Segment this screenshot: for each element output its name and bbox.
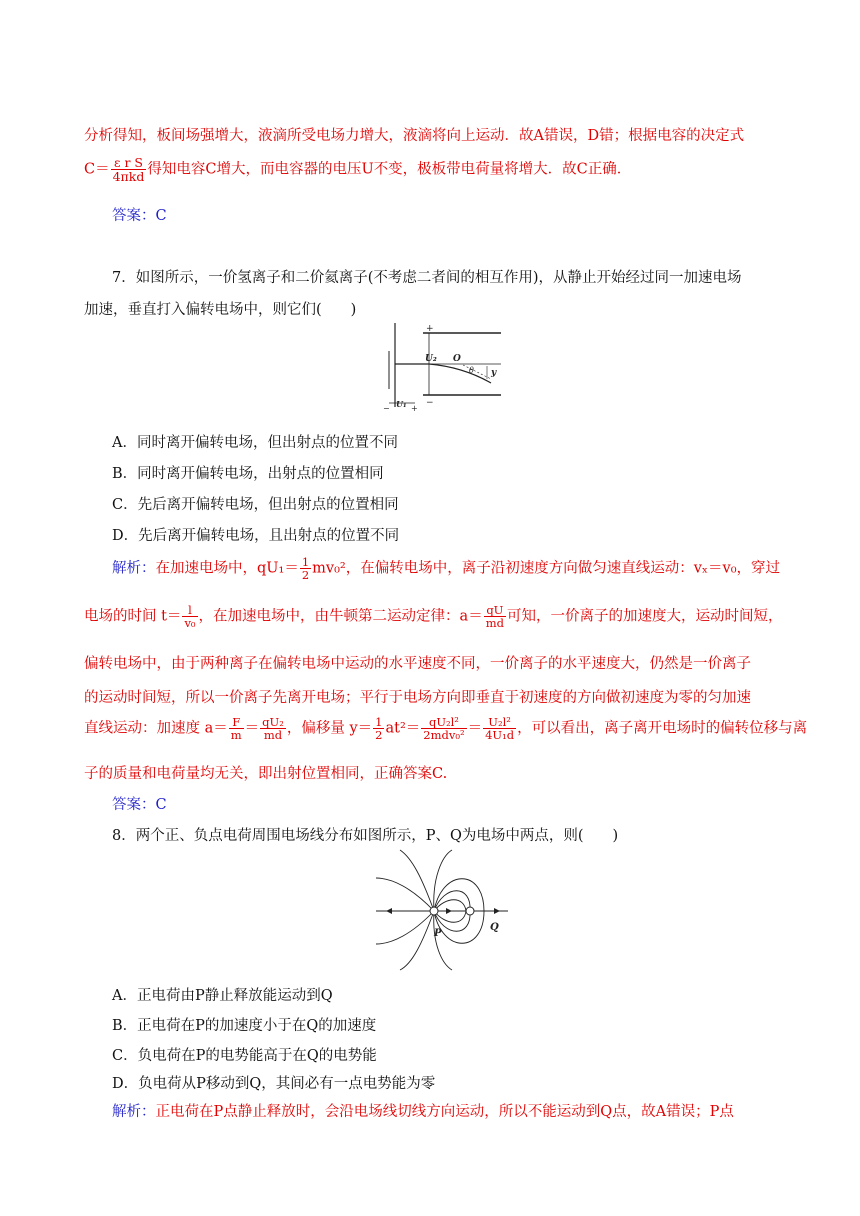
fraction: [300, 556, 311, 581]
solution-text: 电场的时间 t＝: [84, 608, 182, 625]
option-c: C．负电荷在P的电势能高于在Q的电势能: [112, 1048, 377, 1064]
fraction-numerator: 1: [301, 555, 310, 569]
fraction-numerator: qU₂l²: [428, 715, 459, 729]
fraction-denominator: md: [260, 728, 286, 741]
fraction: [229, 716, 244, 741]
fraction-denominator: 2: [375, 728, 383, 743]
solution-line-1: [112, 556, 780, 581]
solution-text: 可知，一价离子的加速度大，运动时间短，: [506, 608, 783, 625]
question-stem: 8．两个正、负点电荷周围电场线分布如图所示，P、Q为电场中两点，则( ): [112, 828, 619, 844]
fraction-numerator: F: [232, 715, 241, 729]
fraction: [483, 716, 516, 741]
solution-text: mv₀²，在偏转电场中，离子沿初速度方向做匀速直线运动：vₓ＝v₀，穿过: [312, 560, 781, 577]
solution-text: at²＝: [385, 720, 421, 737]
solution-line-2: [84, 604, 782, 629]
option-c: C．先后离开偏转电场，但出射点的位置相同: [112, 497, 399, 513]
capacitance-formula-line: [84, 156, 631, 183]
fraction-denominator: 2mdv₀²: [423, 728, 465, 743]
solution-label: 解析：: [112, 560, 156, 577]
u2-label: U₂: [425, 354, 437, 364]
u1-label: U₁: [396, 399, 407, 409]
solution-label: 解析：: [112, 1104, 156, 1120]
fraction-denominator: v₀: [184, 616, 196, 631]
fraction-denominator: 2: [301, 568, 310, 583]
fraction: [260, 716, 286, 741]
solution-line: [112, 1100, 734, 1121]
fraction-denominator: m: [230, 728, 242, 743]
solution-text: 直线运动：加速度 a＝: [84, 720, 228, 737]
option-b: B．同时离开偏转电场，出射点的位置相同: [112, 466, 384, 482]
capacitance-fraction: [111, 156, 147, 183]
left-minus-sign: −: [383, 404, 390, 413]
fraction-numerator: 1: [375, 715, 383, 729]
theta-label: θ: [469, 366, 474, 375]
fraction: [421, 716, 466, 741]
option-a: A．同时离开偏转电场，但出射点的位置不同: [112, 435, 398, 451]
question-stem-line: 7．如图所示，一价氢离子和二价氦离子(不考虑二者间的相互作用)，从静止开始经过同一加速电场: [112, 270, 742, 286]
solution-line-3: 偏转电场中，由于两种离子在偏转电场中运动的水平速度不同，一价离子的水平速度大，仍然是一价离子: [84, 656, 751, 672]
plus-sign: +: [426, 324, 434, 334]
formula-lhs: C＝: [84, 161, 110, 178]
option-b: B．正电荷在P的加速度小于在Q的加速度: [112, 1018, 377, 1034]
p-label: P: [434, 928, 442, 939]
solution-line-4: 的运动时间短，所以一价离子先离开电场；平行于电场方向即垂直于初速度的方向做初速度为零的匀加速: [84, 690, 751, 706]
fraction-numerator: ε r S: [114, 155, 143, 170]
fraction-denominator: 4πkd: [112, 169, 145, 185]
answer-label: 答案：C: [112, 797, 167, 813]
fraction-numerator: l: [188, 603, 192, 617]
option-d: D．先后离开偏转电场，且出射点的位置不同: [112, 528, 400, 544]
minus-sign: −: [426, 398, 434, 408]
fraction-denominator: md: [485, 616, 504, 631]
fraction-numerator: qU: [486, 603, 504, 617]
fraction-numerator: qU₂: [262, 715, 284, 729]
fraction: [182, 604, 197, 629]
option-a: A．正电荷由P静止释放能运动到Q: [112, 988, 333, 1004]
electric-field-lines-figure: [372, 848, 512, 972]
q-label: Q: [490, 922, 499, 933]
o-label: O: [453, 354, 461, 364]
question-stem-line: 加速，垂直打入偏转电场中，则它们( ): [84, 302, 357, 318]
solution-text: ，在加速电场中，由牛顿第二运动定律：a＝: [198, 608, 483, 625]
solution-text: 正电荷在P点静止释放时，会沿电场线切线方向运动，所以不能运动到Q点，故A错误；P点: [155, 1104, 734, 1120]
y-label: y: [491, 368, 497, 378]
solution-text: ，可以看出，离子离开电场时的偏转位移与离: [517, 720, 808, 737]
left-plus-sign: +: [411, 404, 418, 413]
option-d: D．负电荷从P移动到Q，其间必有一点电势能为零: [112, 1076, 436, 1092]
solution-text: ＝: [467, 720, 483, 737]
solution-text: 得知电容C增大，而电容器的电压U不变，极板带电荷量将增大．故C正确．: [147, 161, 632, 178]
solution-line-5: [84, 716, 807, 741]
fraction-denominator: 4U₁d: [485, 728, 515, 743]
fraction-numerator: U₂l²: [488, 715, 511, 729]
answer-label: 答案：C: [112, 208, 167, 224]
fraction: [484, 604, 506, 629]
fraction: [373, 716, 384, 741]
solution-text: 在加速电场中，qU₁＝: [155, 560, 299, 577]
solution-text-line: 分析得知，板间场强增大，液滴所受电场力增大，液滴将向上运动．故A错误，D错；根据电容的决定式: [84, 128, 745, 144]
solution-text: ，偏移量 y＝: [286, 720, 373, 737]
solution-line-6: 子的质量和电荷量均无关，即出射位置相同，正确答案C.: [84, 766, 448, 782]
solution-text: ＝: [244, 720, 260, 737]
deflection-field-figure: [383, 321, 513, 413]
